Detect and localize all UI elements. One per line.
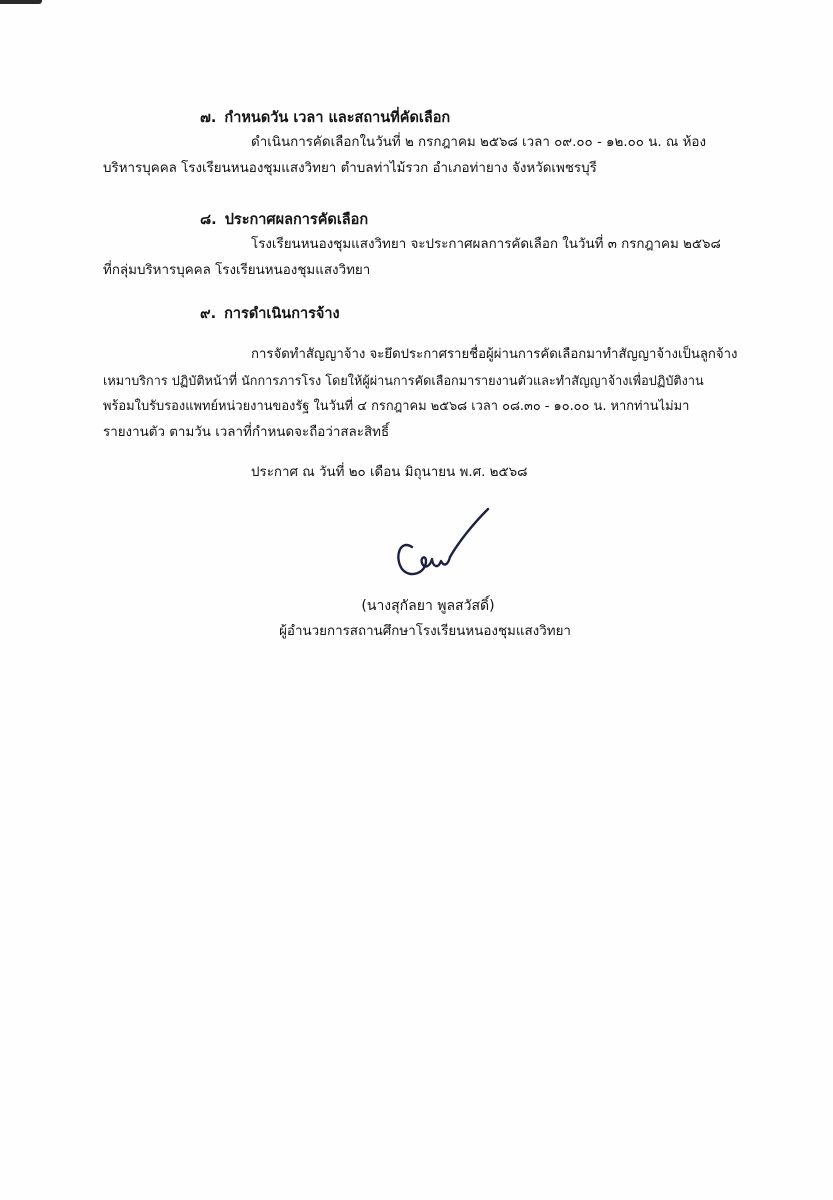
- signature-drawing: [392, 495, 492, 585]
- section-9-line-4: รายงานตัว ตามวัน เวลาที่กำหนดจะถือว่าสละสิทธิ์: [103, 425, 390, 440]
- section-8-line-2: ที่กลุ่มบริหารบุคคล โรงเรียนหนองชุมแสงวิทยา: [103, 263, 371, 278]
- section-8-line-1: โรงเรียนหนองชุมแสงวิทยา จะประกาศผลการคัดเลือก ในวันที่ ๓ กรกฎาคม ๒๕๖๘: [251, 237, 721, 252]
- section-9-line-2: เหมาบริการ ปฏิบัติหน้าที่ นักการภารโรง โดยให้ผู้ผ่านการคัดเลือกมารายงานตัวและทำสัญญาจ้างเพื่อปฏิบัติงาน: [103, 373, 704, 388]
- section-9-line-3: พร้อมใบรับรองแพทย์หน่วยงานของรัฐ ในวันที่ ๔ กรกฎาคม ๒๕๖๘ เวลา ๐๘.๓๐ - ๑๐.๐๐ น. หากท่านไม่มา: [103, 399, 690, 414]
- section-7-line-2: บริหารบุคคล โรงเรียนหนองชุมแสงวิทยา ตำบลท่าไม้รวก อำเภอท่ายาง จังหวัดเพชรบุรี: [103, 161, 597, 176]
- section-7-number: ๗.: [200, 110, 217, 126]
- section-8-number: ๘.: [200, 212, 217, 228]
- signatory-name: (นางสุกัลยา พูลสวัสดิ์): [361, 598, 495, 614]
- section-8-heading: [200, 210, 368, 230]
- section-8-title: ประกาศผลการคัดเลือก: [224, 212, 369, 228]
- section-9-title: การดำเนินการจ้าง: [224, 306, 340, 322]
- section-7-title: กำหนดวัน เวลา และสถานที่คัดเลือก: [224, 110, 451, 126]
- signatory-position: ผู้อำนวยการสถานศึกษาโรงเรียนหนองชุมแสงวิทยา: [279, 624, 571, 639]
- section-7-heading: [200, 108, 450, 128]
- section-7-line-1: ดำเนินการคัดเลือกในวันที่ ๒ กรกฎาคม ๒๕๖๘ เวลา ๐๙.๐๐ - ๑๒.๐๐ น. ณ ห้อง: [251, 135, 706, 150]
- announcement-date: ประกาศ ณ วันที่ ๒๐ เดือน มิถุนายน พ.ศ. ๒๕๖๘: [251, 465, 528, 480]
- section-9-line-1: การจัดทำสัญญาจ้าง จะยึดประกาศรายชื่อผู้ผ่านการคัดเลือกมาทำสัญญาจ้างเป็นลูกจ้าง: [251, 347, 738, 362]
- scan-corner-mark: [0, 0, 42, 4]
- section-9-number: ๙.: [200, 306, 217, 322]
- section-9-heading: [200, 304, 340, 324]
- signature: [392, 495, 492, 585]
